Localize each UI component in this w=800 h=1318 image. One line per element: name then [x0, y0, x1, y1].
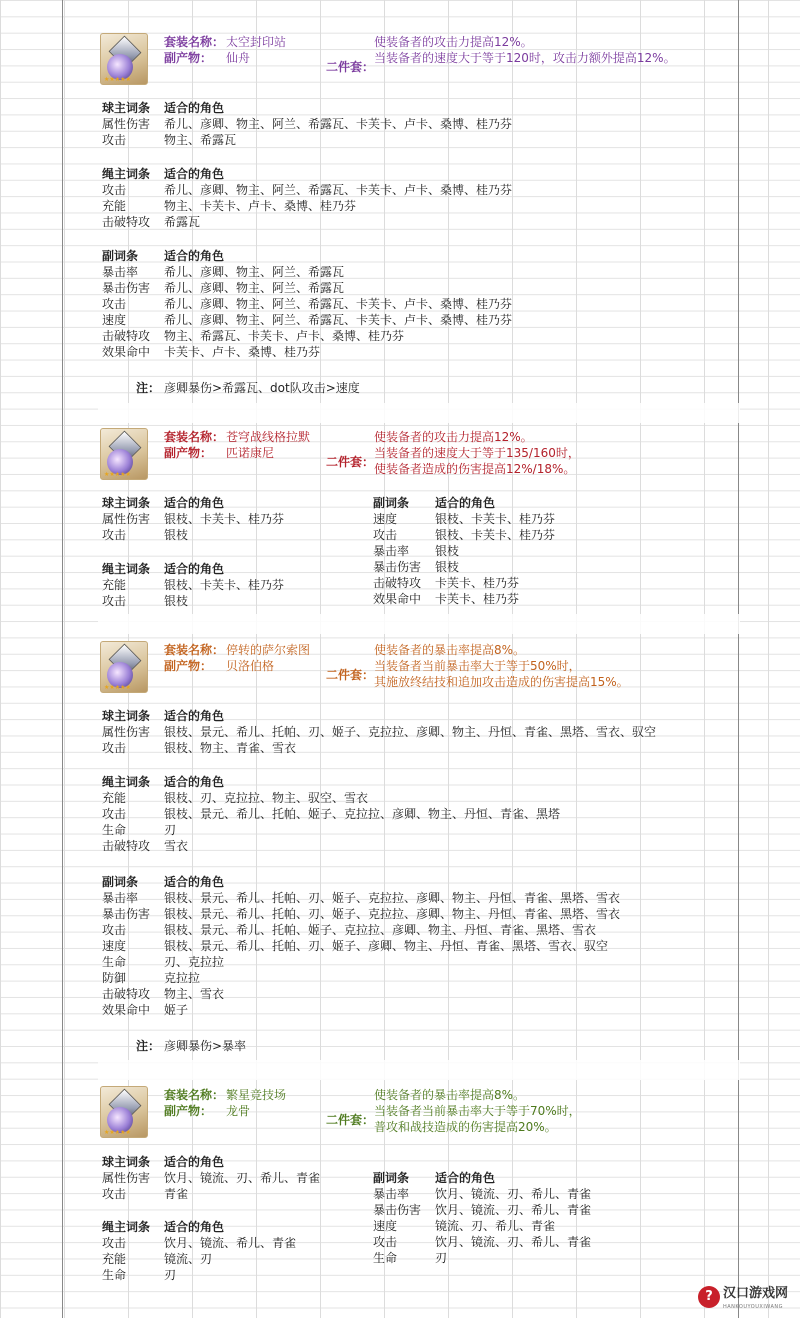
rope-main-roles: 物主、卡芙卡、卢卡、桑博、桂乃芬: [164, 199, 357, 213]
relic-set-icon: [100, 428, 148, 480]
sphere-main-roles: 银枝、景元、希儿、托帕、刃、姬子、克拉拉、彦卿、物主、丹恒、青雀、黑塔、雪衣、驭空: [164, 725, 657, 739]
watermark-logo-icon: ?: [698, 1286, 720, 1308]
substat-stat: 效果命中: [102, 345, 151, 359]
rope-main-roles-header: 适合的角色: [164, 167, 225, 181]
substat-stat: 暴击率: [373, 1187, 410, 1201]
sphere-main-header: 球主词条: [102, 101, 151, 115]
dungeon-label: 副产物：: [164, 446, 213, 460]
substat-roles: 银枝、卡芙卡、桂乃芬: [435, 512, 556, 526]
substat-stat: 速度: [373, 1219, 398, 1233]
rarity-stars-icon: ★★★★★: [104, 684, 131, 691]
substat-roles: 饮月、镜流、刃、希儿、青雀: [435, 1187, 592, 1201]
substat-roles-header: 适合的角色: [435, 496, 496, 510]
substat-roles: 银枝: [435, 544, 460, 558]
dungeon-label: 副产物：: [164, 659, 213, 673]
substat-header: 副词条: [373, 1171, 410, 1185]
substat-stat: 生命: [102, 955, 127, 969]
substat-stat: 暴击率: [102, 891, 139, 905]
sphere-main-roles-header: 适合的角色: [164, 496, 225, 510]
substat-roles: 物主、希露瓦、卡芙卡、卢卡、桑博、桂乃芬: [164, 329, 405, 343]
rope-main-roles: 银枝、景元、希儿、托帕、姬子、克拉拉、彦卿、物主、丹恒、青雀、黑塔: [164, 807, 561, 821]
sphere-main-stat: 攻击: [102, 528, 127, 542]
set-name: 太空封印站: [226, 35, 287, 49]
rope-main-roles: 银枝、卡芙卡、桂乃芬: [164, 578, 285, 592]
relic-set-icon: [100, 1086, 148, 1138]
substat-stat: 暴击伤害: [373, 1203, 422, 1217]
rarity-stars-icon: ★★★★★: [104, 1129, 131, 1136]
two-piece-label: 二件套：: [326, 668, 375, 682]
rope-main-roles: 刃: [164, 1268, 177, 1282]
rope-main-roles: 刃: [164, 823, 177, 837]
substat-stat: 暴击伤害: [102, 907, 151, 921]
set-name: 繁星竞技场: [226, 1088, 287, 1102]
substat-stat: 攻击: [373, 1235, 398, 1249]
substat-stat: 攻击: [102, 923, 127, 937]
watermark-name: 汉口游戏网: [723, 1286, 789, 1301]
sphere-main-stat: 攻击: [102, 741, 127, 755]
set-name-label: 套装名称：: [164, 35, 225, 49]
sphere-main-roles: 青雀: [164, 1187, 189, 1201]
two-piece-effect-line: 使装备者的暴击率提高8%。: [374, 643, 526, 657]
rope-main-header: 绳主词条: [102, 167, 151, 181]
rope-main-roles: 镜流、刃: [164, 1252, 213, 1266]
substat-roles: 卡芙卡、桂乃芬: [435, 592, 520, 606]
two-piece-effect-line: 普攻和战技造成的伤害提高20%。: [374, 1120, 557, 1134]
rope-main-stat: 生命: [102, 823, 127, 837]
section-spacer: [98, 1060, 740, 1080]
substat-roles: 刃、克拉拉: [164, 955, 225, 969]
sphere-main-roles-header: 适合的角色: [164, 709, 225, 723]
sphere-main-stat: 攻击: [102, 1187, 127, 1201]
rope-main-stat: 攻击: [102, 1236, 127, 1250]
substat-roles: 银枝: [435, 560, 460, 574]
set-name-label: 套装名称：: [164, 430, 225, 444]
note-text: 彦卿暴伤>希露瓦、dot队攻击>速度: [164, 381, 360, 395]
sphere-main-roles: 物主、希露瓦: [164, 133, 237, 147]
rope-main-stat: 生命: [102, 1268, 127, 1282]
rope-main-stat: 充能: [102, 578, 127, 592]
sphere-main-header: 球主词条: [102, 709, 151, 723]
substat-stat: 击破特攻: [102, 329, 151, 343]
substat-roles: 饮月、镜流、刃、希儿、青雀: [435, 1235, 592, 1249]
watermark-subtitle: HANKOUYOUXIWANG: [723, 1304, 784, 1310]
two-piece-effect-line: 当装备者的速度大于等于120时，攻击力额外提高12%。: [374, 51, 676, 65]
substat-roles: 卡芙卡、桂乃芬: [435, 576, 520, 590]
sphere-main-roles: 银枝: [164, 528, 189, 542]
substat-roles: 希儿、彦卿、物主、阿兰、希露瓦、卡芙卡、卢卡、桑博、桂乃芬: [164, 297, 513, 311]
rope-main-stat: 击破特攻: [102, 839, 151, 853]
substat-roles: 银枝、景元、希儿、托帕、刃、姬子、克拉拉、彦卿、物主、丹恒、青雀、黑塔、雪衣: [164, 891, 621, 905]
substat-roles: 刃: [435, 1251, 448, 1265]
rope-main-stat: 充能: [102, 199, 127, 213]
note-label: 注：: [136, 1039, 161, 1053]
substat-stat: 暴击率: [102, 265, 139, 279]
set-name: 苍穹战线格拉默: [226, 430, 311, 444]
rope-main-stat: 攻击: [102, 594, 127, 608]
sphere-main-roles: 希儿、彦卿、物主、阿兰、希露瓦、卡芙卡、卢卡、桑博、桂乃芬: [164, 117, 513, 131]
two-piece-effect-line: 当装备者当前暴击率大于等于50%时，: [374, 659, 581, 673]
sphere-main-roles: 饮月、镜流、刃、希儿、青雀: [164, 1171, 321, 1185]
two-piece-effect-line: 使装备者的攻击力提高12%。: [374, 430, 533, 444]
substat-roles: 姬子: [164, 1003, 189, 1017]
substat-header: 副词条: [102, 875, 139, 889]
sphere-main-roles-header: 适合的角色: [164, 101, 225, 115]
sphere-main-roles: 银枝、卡芙卡、桂乃芬: [164, 512, 285, 526]
rope-main-header: 绳主词条: [102, 562, 151, 576]
substat-roles: 克拉拉: [164, 971, 201, 985]
two-piece-effect-line: 当装备者当前暴击率大于等于70%时，: [374, 1104, 581, 1118]
rope-main-roles: 希露瓦: [164, 215, 201, 229]
dungeon-name: 贝洛伯格: [226, 659, 275, 673]
substat-stat: 效果命中: [102, 1003, 151, 1017]
substat-roles: 希儿、彦卿、物主、阿兰、希露瓦: [164, 281, 345, 295]
sphere-main-stat: 属性伤害: [102, 725, 151, 739]
substat-stat: 速度: [102, 313, 127, 327]
watermark: [698, 1284, 794, 1314]
dungeon-name: 龙骨: [226, 1104, 251, 1118]
two-piece-label: 二件套：: [326, 1113, 375, 1127]
rarity-stars-icon: ★★★★★: [104, 471, 131, 478]
rarity-stars-icon: ★★★★★: [104, 76, 131, 83]
set-name: 停转的萨尔索图: [226, 643, 311, 657]
rope-main-roles-header: 适合的角色: [164, 775, 225, 789]
substat-roles: 饮月、镜流、刃、希儿、青雀: [435, 1203, 592, 1217]
two-piece-effect-line: 使装备者造成的伤害提高12%/18%。: [374, 462, 576, 476]
section-spacer: [98, 614, 740, 634]
sphere-main-stat: 属性伤害: [102, 1171, 151, 1185]
sphere-main-stat: 攻击: [102, 133, 127, 147]
two-piece-label: 二件套：: [326, 60, 375, 74]
substat-stat: 暴击伤害: [373, 560, 422, 574]
two-piece-effect-line: 当装备者的速度大于等于135/160时，: [374, 446, 580, 460]
sphere-main-roles: 银枝、物主、青雀、雪衣: [164, 741, 297, 755]
substat-roles: 镜流、刃、希儿、青雀: [435, 1219, 556, 1233]
substat-stat: 暴击率: [373, 544, 410, 558]
dungeon-label: 副产物：: [164, 1104, 213, 1118]
sphere-main-roles-header: 适合的角色: [164, 1155, 225, 1169]
rope-main-stat: 充能: [102, 1252, 127, 1266]
sheet-border-left: [62, 0, 63, 1318]
rope-main-roles: 希儿、彦卿、物主、阿兰、希露瓦、卡芙卡、卢卡、桑博、桂乃芬: [164, 183, 513, 197]
sheet-border-right: [738, 0, 739, 1318]
set-name-label: 套装名称：: [164, 1088, 225, 1102]
sphere-main-stat: 属性伤害: [102, 512, 151, 526]
substat-stat: 击破特攻: [373, 576, 422, 590]
rope-main-stat: 攻击: [102, 807, 127, 821]
rope-main-header: 绳主词条: [102, 1220, 151, 1234]
substat-stat: 防御: [102, 971, 127, 985]
substat-stat: 攻击: [102, 297, 127, 311]
substat-stat: 速度: [102, 939, 127, 953]
substat-roles: 银枝、景元、希儿、托帕、刃、姬子、克拉拉、彦卿、物主、丹恒、青雀、黑塔、雪衣: [164, 907, 621, 921]
rope-main-header: 绳主词条: [102, 775, 151, 789]
substat-roles: 卡芙卡、卢卡、桑博、桂乃芬: [164, 345, 321, 359]
two-piece-effect-line: 使装备者的攻击力提高12%。: [374, 35, 533, 49]
rope-main-stat: 击破特攻: [102, 215, 151, 229]
rope-main-roles: 银枝: [164, 594, 189, 608]
relic-set-icon: [100, 33, 148, 85]
substat-roles: 希儿、彦卿、物主、阿兰、希露瓦、卡芙卡、卢卡、桑博、桂乃芬: [164, 313, 513, 327]
rope-main-roles: 雪衣: [164, 839, 189, 853]
substat-roles: 银枝、卡芙卡、桂乃芬: [435, 528, 556, 542]
two-piece-effect-line: 其施放终结技和追加攻击造成的伤害提高15%。: [374, 675, 629, 689]
sphere-main-stat: 属性伤害: [102, 117, 151, 131]
substat-roles-header: 适合的角色: [164, 875, 225, 889]
dungeon-name: 仙舟: [226, 51, 251, 65]
substat-stat: 生命: [373, 1251, 398, 1265]
relic-set-icon: [100, 641, 148, 693]
substat-roles: 银枝、景元、希儿、托帕、姬子、克拉拉、彦卿、物主、丹恒、青雀、黑塔、雪衣: [164, 923, 597, 937]
substat-roles: 物主、雪衣: [164, 987, 225, 1001]
substat-roles: 希儿、彦卿、物主、阿兰、希露瓦: [164, 265, 345, 279]
dungeon-name: 匹诺康尼: [226, 446, 275, 460]
note-label: 注：: [136, 381, 161, 395]
rope-main-roles-header: 适合的角色: [164, 1220, 225, 1234]
substat-header: 副词条: [102, 249, 139, 263]
substat-stat: 暴击伤害: [102, 281, 151, 295]
sphere-main-header: 球主词条: [102, 496, 151, 510]
set-name-label: 套装名称：: [164, 643, 225, 657]
two-piece-effect-line: 使装备者的暴击率提高8%。: [374, 1088, 526, 1102]
rope-main-stat: 充能: [102, 791, 127, 805]
two-piece-label: 二件套：: [326, 455, 375, 469]
substat-roles-header: 适合的角色: [435, 1171, 496, 1185]
rope-main-stat: 攻击: [102, 183, 127, 197]
substat-stat: 速度: [373, 512, 398, 526]
rope-main-roles-header: 适合的角色: [164, 562, 225, 576]
sphere-main-header: 球主词条: [102, 1155, 151, 1169]
substat-stat: 效果命中: [373, 592, 422, 606]
substat-stat: 击破特攻: [102, 987, 151, 1001]
dungeon-label: 副产物：: [164, 51, 213, 65]
section-spacer: [98, 403, 740, 423]
substat-stat: 攻击: [373, 528, 398, 542]
substat-header: 副词条: [373, 496, 410, 510]
rope-main-roles: 饮月、镜流、希儿、青雀: [164, 1236, 297, 1250]
note-text: 彦卿暴伤>暴率: [164, 1039, 247, 1053]
substat-roles: 银枝、景元、希儿、托帕、刃、姬子、彦卿、物主、丹恒、青雀、黑塔、雪衣、驭空: [164, 939, 609, 953]
substat-roles-header: 适合的角色: [164, 249, 225, 263]
rope-main-roles: 银枝、刃、克拉拉、物主、驭空、雪衣: [164, 791, 369, 805]
